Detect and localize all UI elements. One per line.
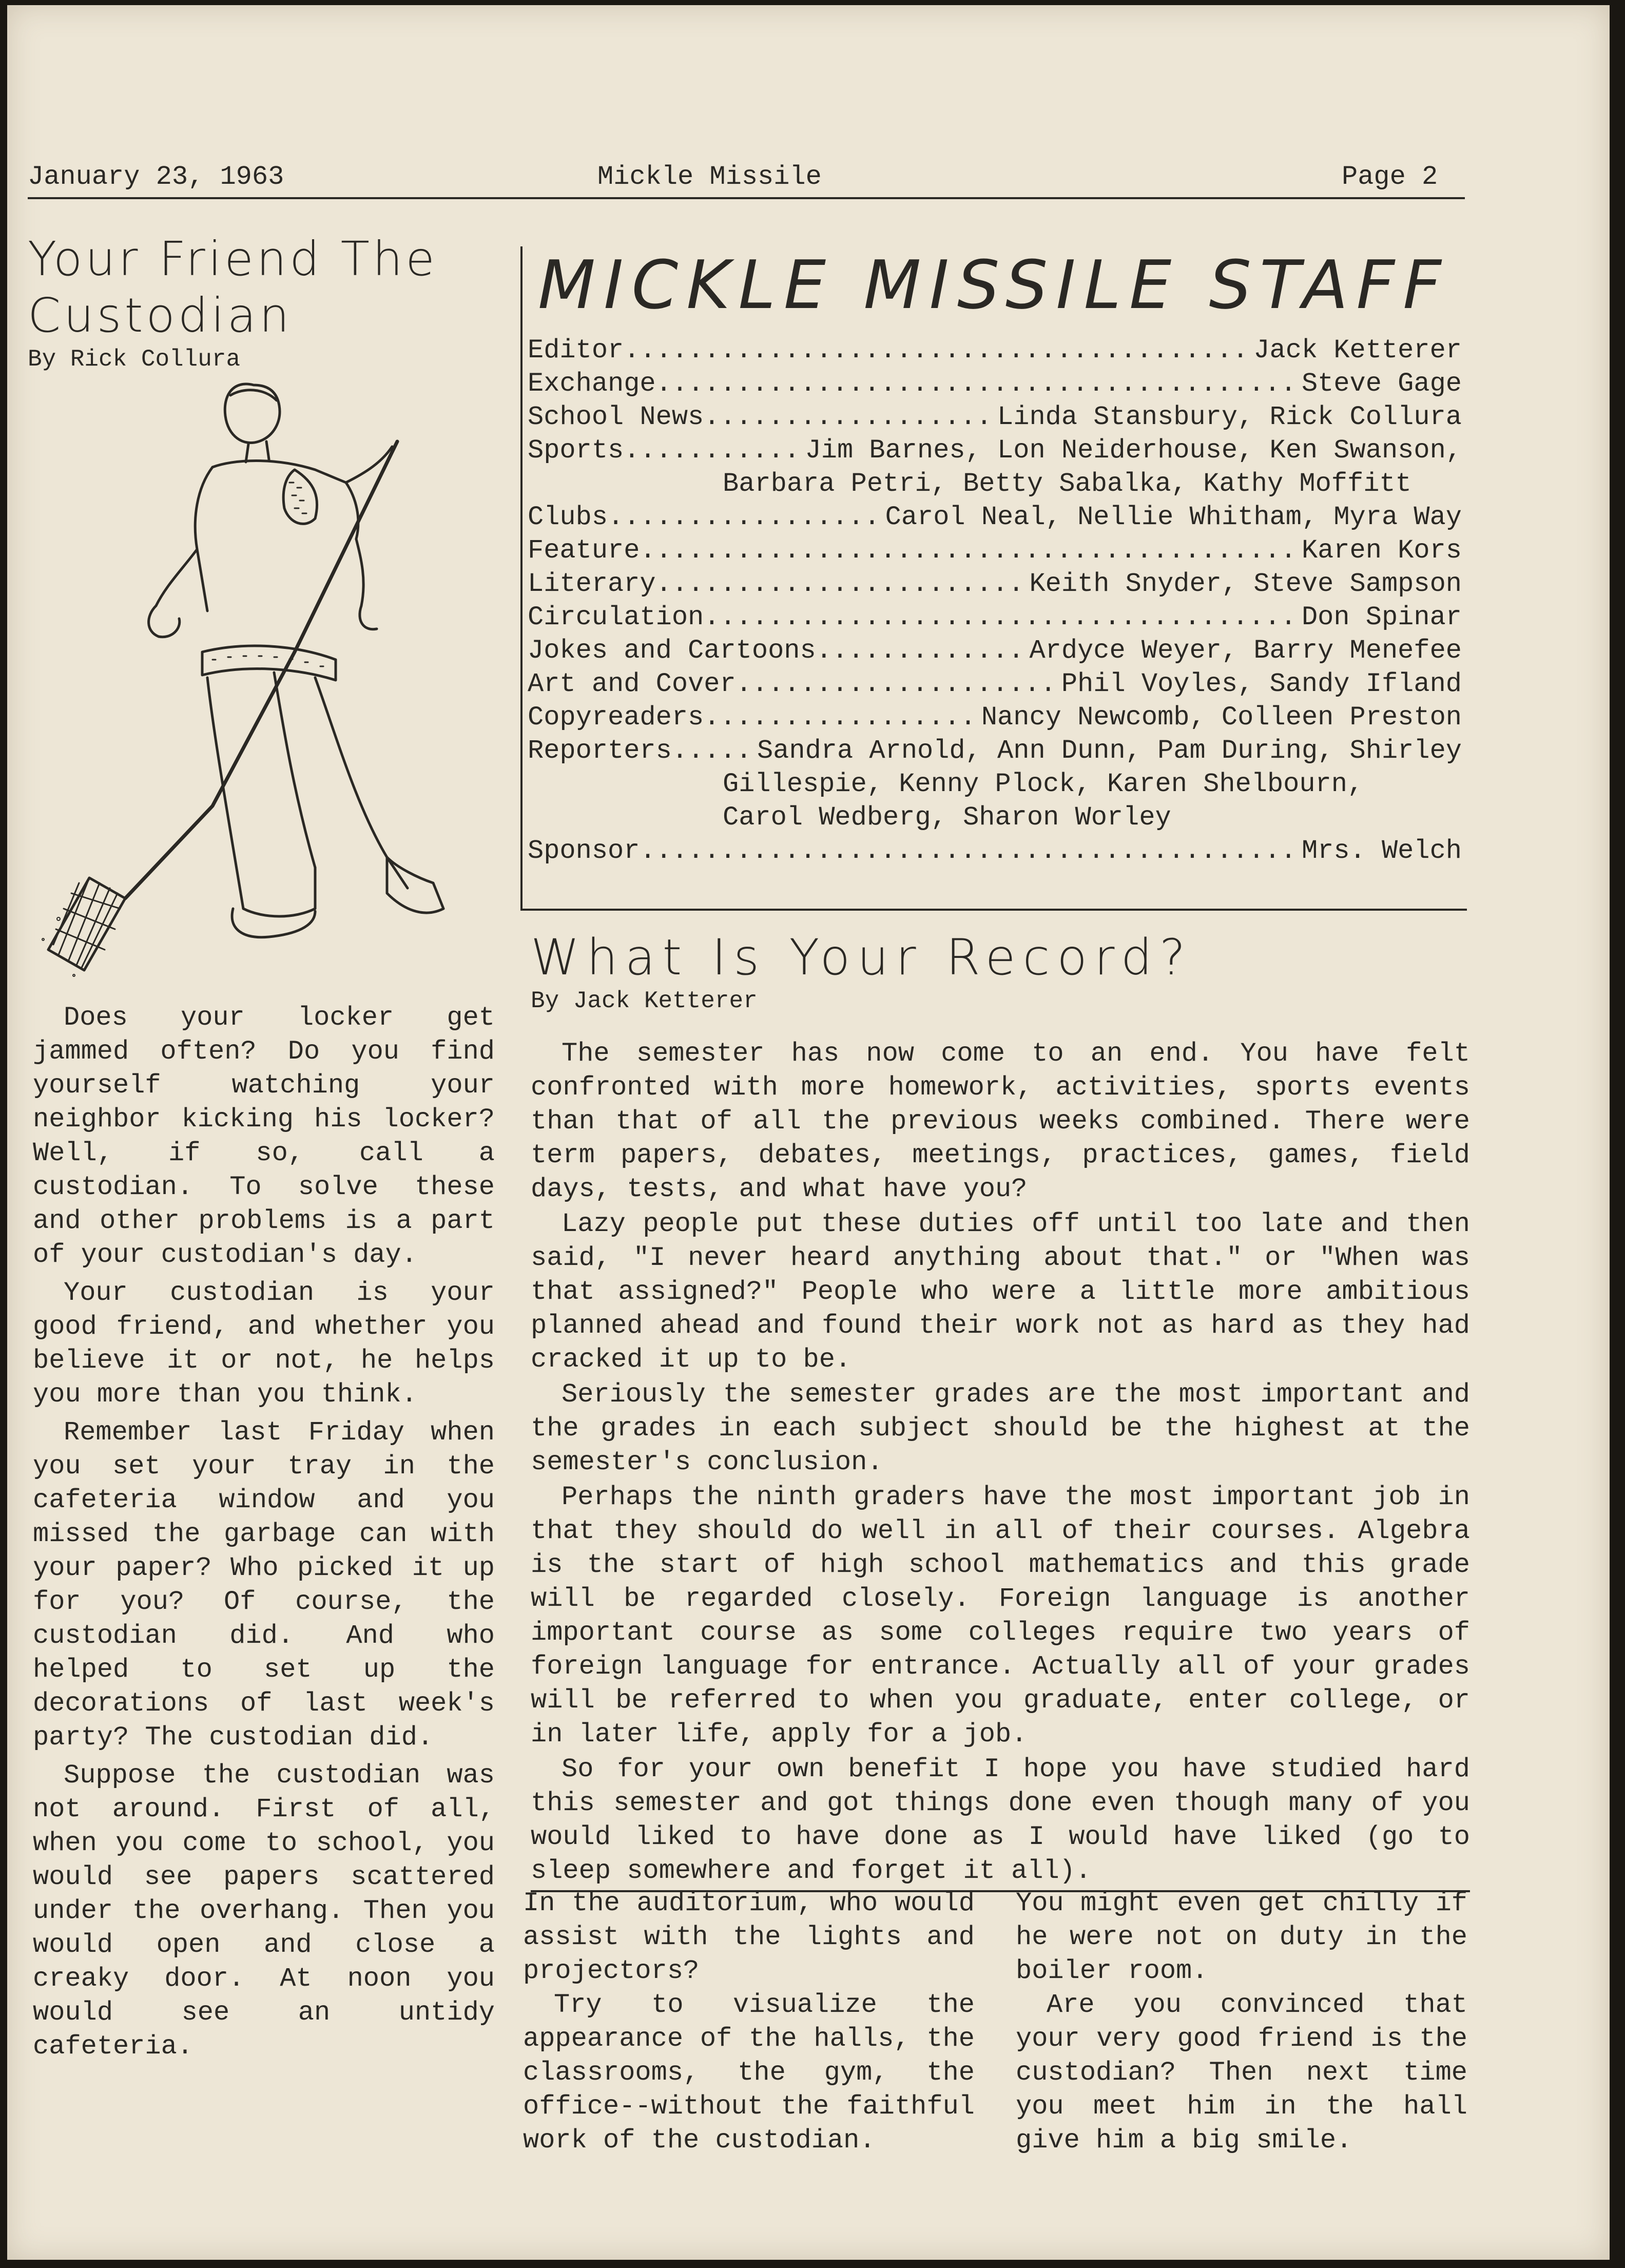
staff-row (528, 434, 1462, 467)
record-article (531, 929, 1470, 1892)
staff-role: Reporters (528, 736, 672, 766)
staff-names: Nancy Newcomb, Colleen Preston (981, 702, 1462, 733)
record-headline: What Is Your Record? (531, 929, 1193, 986)
staff-names: Jim Barnes, Lon Neiderhouse, Ken Swanson, (805, 435, 1462, 466)
staff-row (528, 367, 1462, 400)
staff-role: Copyreaders (528, 702, 704, 733)
custodian-paragraph: Are you convinced that your very good friend is the custodian? Then next time you meet him in the hall give him a big smile. (1016, 1990, 1467, 2156)
staff-names: Don Spinar (1301, 602, 1462, 632)
staff-row (528, 501, 1462, 534)
staff-names: Karen Kors (1301, 535, 1462, 566)
custodian-headline: Your Friend The Custodian (28, 232, 438, 343)
staff-names: Carol Neal, Nellie Whitham, Myra Way (885, 502, 1462, 532)
staff-row (528, 634, 1462, 667)
record-paragraph: Lazy people put these duties off until too late and then said, "I never heard anything about that." or "When was that assigned?" People who were a little more ambitious planned ahead and found their work not as hard as they had cracked it up to be. (531, 1209, 1470, 1375)
staff-row (528, 701, 1462, 734)
staff-row (528, 534, 1462, 567)
staff-role: Sports (528, 435, 624, 466)
record-body (531, 1037, 1470, 1888)
newspaper-page (7, 5, 1610, 2260)
staff-row (528, 567, 1462, 601)
staff-names: Mrs. Welch (1301, 836, 1462, 866)
staff-box (520, 246, 1467, 911)
staff-list (528, 334, 1462, 868)
staff-names-continued: Carol Wedberg, Sharon Worley (723, 802, 1171, 833)
custodian-paragraph: Try to visualize the appearance of the halls, the classrooms, the gym, the office--without the faithful work of the custodian. (523, 1990, 975, 2156)
record-paragraph: Seriously the semester grades are the most important and the grades in each subject should be the highest at the semester's conclusion. (531, 1379, 1470, 1477)
staff-title: MICKLE MISSILE STAFF (538, 246, 1450, 324)
issue-date: January 23, 1963 (28, 162, 284, 192)
record-paragraph: The semester has now come to an end. You have felt confronted with more homework, activities, sports events than that of all the previous weeks combined. There were term papers, debates, meetings, practices, games, field days, tests, and what have you? (531, 1039, 1470, 1204)
staff-role: Jokes and Cartoons (528, 636, 816, 666)
staff-row (528, 834, 1462, 868)
staff-names: Steve Gage (1301, 369, 1462, 399)
record-paragraph: Perhaps the ninth graders have the most important job in that they should do well in all of their courses. Algebra is the start of high school mathematics and this grade will be regarded closely. Foreign language is another important course as some colleges require two years of foreign language for entrance. Actually all of your grades will be referred to when you graduate, enter college, or in later life, apply for a job. (531, 1482, 1470, 1750)
staff-role: Editor (528, 335, 624, 366)
staff-names: Jack Ketterer (1253, 335, 1462, 366)
masthead (28, 159, 1465, 205)
staff-row (528, 334, 1462, 367)
custodian-paragraph: Suppose the custodian was not around. First of all, when you come to school, you would see papers scattered under the overhang. Then you would open and close a creaky door. At noon you would see an untidy cafeteria. (33, 1760, 495, 2062)
staff-names-continued: Gillespie, Kenny Plock, Karen Shelbourn, (723, 769, 1364, 799)
custodian-paragraph: Your custodian is your good friend, and whether you believe it or not, he helps you more than you think. (33, 1278, 495, 1410)
masthead-rule (28, 197, 1465, 199)
custodian-paragraph: Remember last Friday when you set your tray in the cafeteria window and you missed the garbage can with your paper? Who picked it up for you? Of course, the custodian did. And who helped to set up the decorations of last week's party? The custodian did. (33, 1417, 495, 1753)
staff-names: Linda Stansbury, Rick Collura (997, 402, 1462, 432)
custodian-continued-right (1016, 1887, 1467, 2158)
staff-role: Art and Cover (528, 669, 736, 699)
staff-role: Literary (528, 569, 656, 599)
staff-role: Feature (528, 535, 640, 566)
staff-row (528, 734, 1462, 767)
custodian-sweeping-illustration (28, 364, 500, 981)
custodian-byline: By Rick Collura (28, 346, 241, 373)
staff-names-continued: Barbara Petri, Betty Sabalka, Kathy Moffitt (723, 469, 1411, 499)
paper-title: Mickle Missile (597, 162, 822, 192)
staff-names: Ardyce Weyer, Barry Menefee (1029, 636, 1462, 666)
staff-row (528, 400, 1462, 434)
staff-names: Keith Snyder, Steve Sampson (1029, 569, 1462, 599)
staff-row (528, 667, 1462, 701)
custodian-paragraph: Does your locker get jammed often? Do you find yourself watching your neighbor kicking his locker? Well, if so, call a custodian. To solve these and other problems is a part of your custodian's day. (33, 1003, 495, 1270)
staff-role: School News (528, 402, 704, 432)
staff-names: Sandra Arnold, Ann Dunn, Pam During, Shirley (757, 736, 1462, 766)
custodian-continued-mid (523, 1887, 975, 2158)
staff-role: Exchange (528, 369, 656, 399)
record-paragraph: So for your own benefit I hope you have studied hard this semester and got things done even though many of you would liked to have done as I would have liked (go to sleep somewhere and forget it all). (531, 1754, 1470, 1886)
staff-role: Clubs (528, 502, 608, 532)
custodian-paragraph: You might even get chilly if he were not on duty in the boiler room. (1016, 1888, 1467, 1986)
custodian-paragraph: In the auditorium, who would assist with the lights and projectors? (523, 1888, 975, 1986)
staff-names: Phil Voyles, Sandy Ifland (1061, 669, 1462, 699)
staff-role: Circulation (528, 602, 704, 632)
staff-row (528, 601, 1462, 634)
record-byline: By Jack Ketterer (531, 988, 758, 1014)
staff-role: Sponsor (528, 836, 640, 866)
custodian-article (28, 231, 500, 2062)
page-number: Page 2 (1342, 162, 1438, 192)
custodian-body (33, 1001, 495, 2068)
